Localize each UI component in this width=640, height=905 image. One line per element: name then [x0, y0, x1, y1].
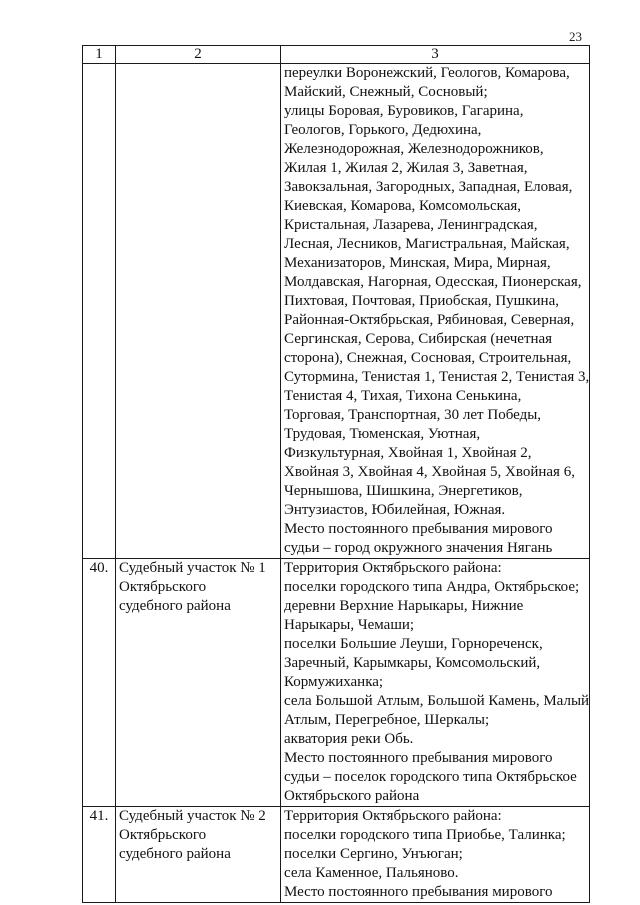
territory-line: Территория Октябрьского района: [284, 560, 502, 576]
header-col-1: 1 [83, 46, 116, 64]
court-name-line: судебного района [119, 846, 231, 862]
territory-line: Заречный, Карымкары, Комсомольский, [284, 655, 541, 671]
territory-line: переулки Воронежский, Геологов, Комарова, [284, 65, 570, 81]
territory-line: Кормужиханка; [284, 674, 384, 690]
territory-line: улицы Боровая, Буровиков, Гагарина, [284, 103, 524, 119]
territory-line: судьи – поселок городского типа Октябрьское [284, 769, 577, 785]
court-cell [116, 64, 281, 559]
territory-line: Место постоянного пребывания мирового [284, 750, 553, 766]
page-number: 23 [569, 29, 582, 44]
header-col-2: 2 [116, 46, 281, 64]
court-name-line: судебного района [119, 598, 231, 614]
territory-line: Тенистая 4, Тихая, Тихона Сенькина, [284, 388, 522, 404]
territory-line: Киевская, Комарова, Комсомольская, [284, 198, 522, 214]
court-cell [116, 559, 281, 807]
territory-line: Завокзальная, Загородных, Западная, Еловая, [284, 179, 573, 195]
territory-line: Сутормина, Тенистая 1, Тенистая 2, Тенистая 3, [284, 369, 590, 385]
territory-line: Районная-Октябрьская, Рябиновая, Северная, [284, 312, 575, 328]
territory-line: Сергинская, Серова, Сибирская (нечетная [284, 331, 553, 347]
territory-line: Территория Октябрьского района: [284, 808, 502, 824]
court-name-line: Октябрьского [119, 579, 207, 595]
territory-line: поселки городского типа Приобье, Талинка; [284, 827, 566, 843]
territory-line: сторона), Снежная, Сосновая, Строительная, [284, 350, 572, 366]
territory-line: Октябрьского района [284, 788, 420, 804]
table-row [83, 559, 590, 807]
court-name-line: Октябрьского [119, 827, 207, 843]
territory-line: поселки Сергино, Унъюган; [284, 846, 463, 862]
territory-line: Физкультурная, Хвойная 1, Хвойная 2, [284, 445, 532, 461]
territory-line: Железнодорожная, Железнодорожников, [284, 141, 544, 157]
court-name-line: Судебный участок № 1 [119, 560, 266, 576]
header-col-3: 3 [281, 46, 590, 64]
territory-line: поселки Большие Леуши, Горнореченск, [284, 636, 543, 652]
table-row [83, 807, 590, 903]
court-cell [116, 807, 281, 903]
territory-line: Механизаторов, Минская, Мира, Мирная, [284, 255, 551, 271]
territory-line: Место постоянного пребывания мирового [284, 521, 553, 537]
territory-line: Нарыкары, Чемаши; [284, 617, 415, 633]
territory-line: села Каменное, Пальяново. [284, 865, 459, 881]
court-districts-table [82, 45, 590, 903]
territory-line: Геологов, Горького, Дедюхина, [284, 122, 482, 138]
territory-line: акватория реки Обь. [284, 731, 414, 747]
row-number: 41. [83, 807, 116, 903]
territory-line: Чернышова, Шишкина, Энергетиков, [284, 483, 523, 499]
territory-line: поселки городского типа Андра, Октябрьское; [284, 579, 580, 595]
territory-line: Энтузиастов, Юбилейная, Южная. [284, 502, 506, 518]
territory-line: Кристальная, Лазарева, Ленинградская, [284, 217, 538, 233]
territory-line: Молдавская, Нагорная, Одесская, Пионерская, [284, 274, 582, 290]
territory-line: судьи – город окружного значения Нягань [284, 540, 553, 556]
territory-cell [281, 64, 590, 559]
territory-cell [281, 559, 590, 807]
territory-line: деревни Верхние Нарыкары, Нижние [284, 598, 524, 614]
table-row [83, 64, 590, 559]
territory-line: Атлым, Перегребное, Шеркалы; [284, 712, 490, 728]
row-number [83, 64, 116, 559]
territory-line: Жилая 1, Жилая 2, Жилая 3, Заветная, [284, 160, 528, 176]
table-header-row [83, 46, 590, 64]
territory-line: Торговая, Транспортная, 30 лет Победы, [284, 407, 542, 423]
territory-line: Пихтовая, Почтовая, Приобская, Пушкина, [284, 293, 559, 309]
territory-line: Трудовая, Тюменская, Уютная, [284, 426, 481, 442]
territory-cell [281, 807, 590, 903]
territory-line: Хвойная 3, Хвойная 4, Хвойная 5, Хвойная 6, [284, 464, 575, 480]
territory-line: Майский, Снежный, Сосновый; [284, 84, 488, 100]
court-name-line: Судебный участок № 2 [119, 808, 266, 824]
territory-line: села Большой Атлым, Большой Камень, Малый [284, 693, 590, 709]
territory-line: Лесная, Лесников, Магистральная, Майская, [284, 236, 570, 252]
row-number: 40. [83, 559, 116, 807]
territory-line: Место постоянного пребывания мирового [284, 884, 553, 900]
